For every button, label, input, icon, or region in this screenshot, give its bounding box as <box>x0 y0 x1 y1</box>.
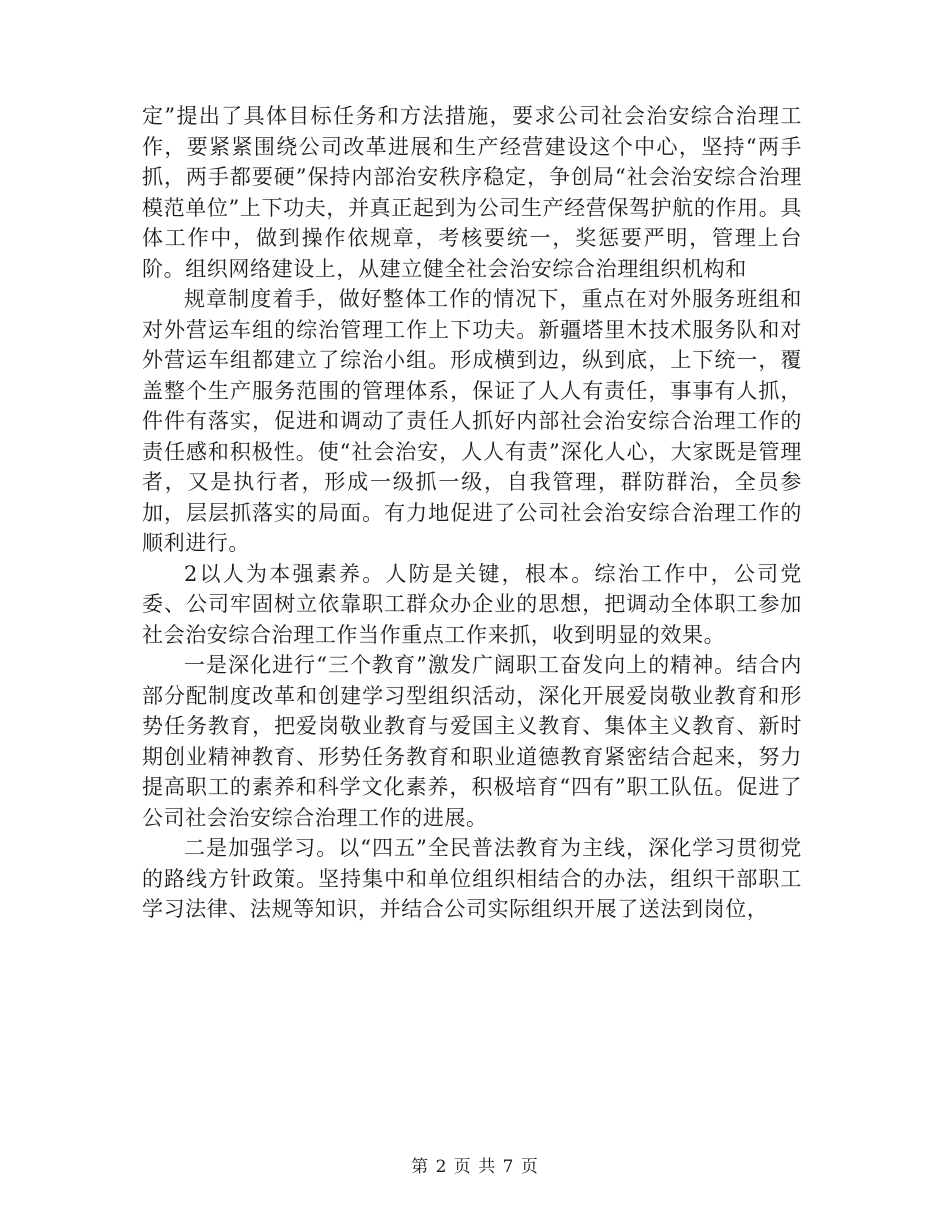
page-number-footer: 第 2 页 共 7 页 <box>411 1157 539 1177</box>
paragraph-2: 规章制度着手，做好整体工作的情况下，重点在对外服务班组和对外营运车组的综治管理工作上下功夫。新疆塔里木技术服务队和对外营运车组都建立了综治小组。形成横到边，纵到底，上下统一，覆盖整个生产服务范围的管理体系，保证了人人有责任，事事有人抓，件件有落实，促进和调动了责任人抓好内部社会治安综合治理工作的责任感和积极性。使“社会治安，人人有责”深化人心，大家既是管理者，又是执行者，形成一级抓一级，自我管理，群防群治，全员参加，层层抓落实的局面。有力地促进了公司社会治安综合治理工作的顺利进行。 <box>142 287 802 555</box>
document-body <box>142 101 802 925</box>
paragraph-1: 定”提出了具体目标任务和方法措施，要求公司社会治安综合治理工作，要紧紧围绕公司改革进展和生产经营建设这个中心，坚持“两手抓，两手都要硬”保持内部治安秩序稳定，争创局“社会治安综合治理模范单位”上下功夫，并真正起到为公司生产经营保驾护航的作用。具体工作中，做到操作依规章，考核要统一，奖惩要严明，管理上台阶。组织网络建设上，从建立健全社会治安综合治理组织机构和 <box>142 104 802 281</box>
paragraph-5: 二是加强学习。以“四五”全民普法教育为主线，深化学习贯彻党的路线方针政策。坚持集中和单位组织相结合的办法，组织干部职工学习法律、法规等知识，并结合公司实际组织开展了送法到岗位， <box>142 836 802 921</box>
paragraph-4: 一是深化进行“三个教育”激发广阔职工奋发向上的精神。结合内部分配制度改革和创建学习型组织活动，深化开展爱岗敬业教育和形势任务教育，把爱岗敬业教育与爱国主义教育、集体主义教育、新时期创业精神教育、形势任务教育和职业道德教育紧密结合起来，努力提高职工的素养和科学文化素养，积极培育“四有”职工队伍。促进了公司社会治安综合治理工作的进展。 <box>142 653 802 830</box>
paragraph-3: 2以人为本强素养。人防是关键，根本。综治工作中，公司党委、公司牢固树立依靠职工群众办企业的思想，把调动全体职工参加社会治安综合治理工作当作重点工作来抓，收到明显的效果。 <box>142 561 802 647</box>
